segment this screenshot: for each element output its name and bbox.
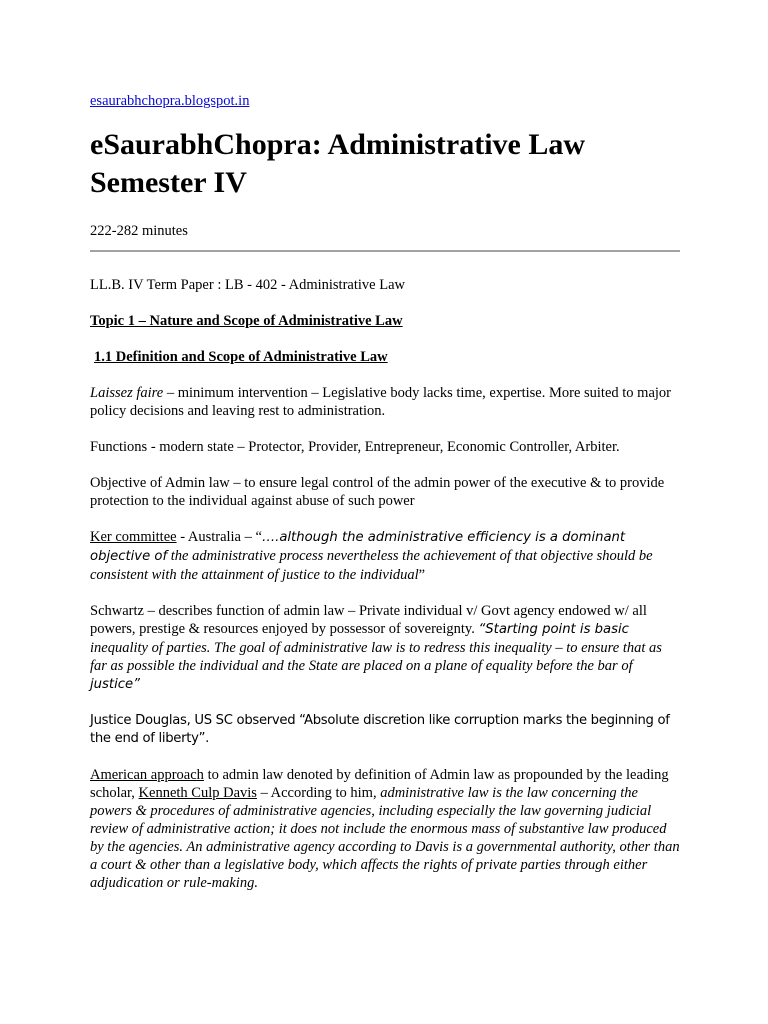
laissez-faire-text: – minimum intervention – Legislative body lacks time, expertise. More suited to major policy decisions and leaving rest to administration.	[90, 385, 671, 419]
laissez-faire-term: Laissez faire	[90, 385, 164, 401]
paragraph-functions: Functions - modern state – Protector, Provider, Entrepreneur, Economic Controller, Arbiter.	[90, 439, 620, 455]
paragraph-american-approach	[90, 766, 680, 892]
ker-quote-end: ”	[418, 567, 426, 583]
title-line-2: Semester IV	[90, 166, 247, 199]
page-title	[90, 126, 680, 202]
schwartz-quote-end: justice”	[90, 677, 140, 692]
paragraph-justice-douglas: Justice Douglas, US SC observed “Absolute discretion like corruption marks the beginning of the end of liberty”.	[90, 713, 670, 746]
paragraph-laissez-faire	[90, 384, 680, 420]
paragraph-ker-committee	[90, 528, 680, 584]
schwartz-quote-start: “Starting point is basic	[478, 622, 629, 637]
paragraph-schwartz	[90, 602, 680, 694]
reading-time: 222-282 minutes	[90, 223, 188, 239]
schwartz-text: Schwartz – describes function of admin law – Private individual v/ Govt agency endowed w/ all powers, prestige & resources enjoyed by possessor of sovereignty.	[90, 603, 647, 637]
divider	[90, 250, 680, 252]
course-line: LL.B. IV Term Paper : LB - 402 - Administrative Law	[90, 277, 405, 293]
subtopic-heading: 1.1 Definition and Scope of Administrative Law	[94, 349, 388, 365]
ker-committee-link[interactable]: Ker committee	[90, 529, 177, 545]
kenneth-culp-davis-link[interactable]: Kenneth Culp Davis	[138, 785, 257, 801]
title-line-1: eSaurabhChopra: Administrative Law	[90, 128, 586, 161]
ker-quote-serif: the administrative process nevertheless the achievement of that objective should be consistent with the attainment of justice to the individual	[90, 548, 653, 583]
ker-quote-sans: ….although the administrative efficiency is a dominant objective of	[90, 530, 626, 564]
american-approach-link[interactable]: American approach	[90, 767, 204, 783]
american-approach-text: to admin law denoted by definition of Admin law as propounded by the leading scholar,	[90, 767, 669, 801]
schwartz-quote-body: inequality of parties. The goal of administrative law is to redress this inequality – to ensure that as far as possible the individual and the State are placed on a plane of equality before the bar of	[90, 640, 662, 674]
blog-link[interactable]: esaurabhchopra.blogspot.in	[90, 93, 250, 109]
paragraph-objective: Objective of Admin law – to ensure legal control of the admin power of the executive & to provide protection to the individual against abuse of such power	[90, 475, 665, 509]
davis-definition: administrative law is the law concerning the powers & procedures of administrative agencies, including especially the law governing judicial review of administrative action; it does not include the enormous mass of substantive law produced by the agencies. An administrative agency according to Davis is a governmental authority, other than a court & other than a legislative body, which affects the rights of private parties through either adjudication or rule-making.	[90, 785, 680, 891]
ker-committee-mid: - Australia – “	[176, 529, 262, 545]
davis-intro-text: – According to him,	[256, 785, 381, 801]
topic-heading: Topic 1 – Nature and Scope of Administrative Law	[90, 313, 403, 329]
